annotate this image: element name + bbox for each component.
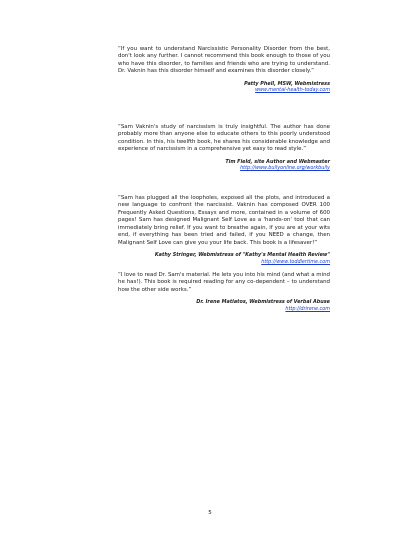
testimonial-link[interactable]: http://www.toddlertime.com (261, 258, 330, 265)
testimonial-attribution (118, 252, 330, 265)
testimonial-author: Dr. Irene Matiatos, Webmistress of Verbal Abuse (196, 299, 330, 306)
testimonial-attribution (118, 159, 330, 172)
testimonial-3 (118, 195, 330, 265)
testimonial-1 (118, 46, 330, 94)
page-number: 5 (208, 510, 212, 516)
testimonial-author: Patty Phell, MSW, Webmistress (244, 80, 330, 87)
testimonial-attribution (118, 299, 330, 312)
testimonial-quote: “If you want to understand Narcissistic Personality Disorder from the best, don't look any further. I cannot recommend this book enough to those of you who have this disorder, to families and friends who are trying to understand. Dr. Vaknin has this disorder himself and examines this disorder closely.” (118, 46, 330, 75)
testimonial-quote: “Sam has plugged all the loopholes, exposed all the plots, and introduced a new language to confront the narcissist. Vaknin has composed OVER 100 Frequently Asked Questions, Essays and more, contained in a volume of 600 pages! Sam has designed Malignant Self Love as a 'hands-on' tool that can immediately bring relief. If you want to breathe again, if you are at your wits end, if everything has been tried and failed, if you NEED a change, then Malignant Self Love can give you your life back. This book is a lifesaver!” (118, 195, 330, 246)
testimonial-author: Kathy Stringer, Webmistress of "Kathy's Mental Health Review" (154, 252, 330, 259)
testimonial-author: Tim Field, site Author and Webmaster (225, 158, 330, 165)
testimonial-link[interactable]: http://www.bullyonline.org/workbully (240, 165, 330, 172)
testimonial-attribution (118, 81, 330, 94)
testimonial-4 (118, 272, 330, 313)
testimonial-2 (118, 124, 330, 172)
testimonial-quote: “Sam Vaknin's study of narcissism is truly insightful. The author has done probably more than anyone else to educate others to this poorly understood condition. In this, his twelfth book, he shares his considerable knowledge and experience of narcissism in a comprehensive yet easy to read style.” (118, 124, 330, 153)
testimonial-quote: “I love to read Dr. Sam's material. He lets you into his mind (and what a mind he has!). This book is required reading for any co-dependent – to understand how the other side works.” (118, 272, 330, 293)
testimonial-link[interactable]: www.mental-health-today.com (255, 87, 330, 94)
testimonial-link[interactable]: http://drirene.com (285, 305, 330, 312)
